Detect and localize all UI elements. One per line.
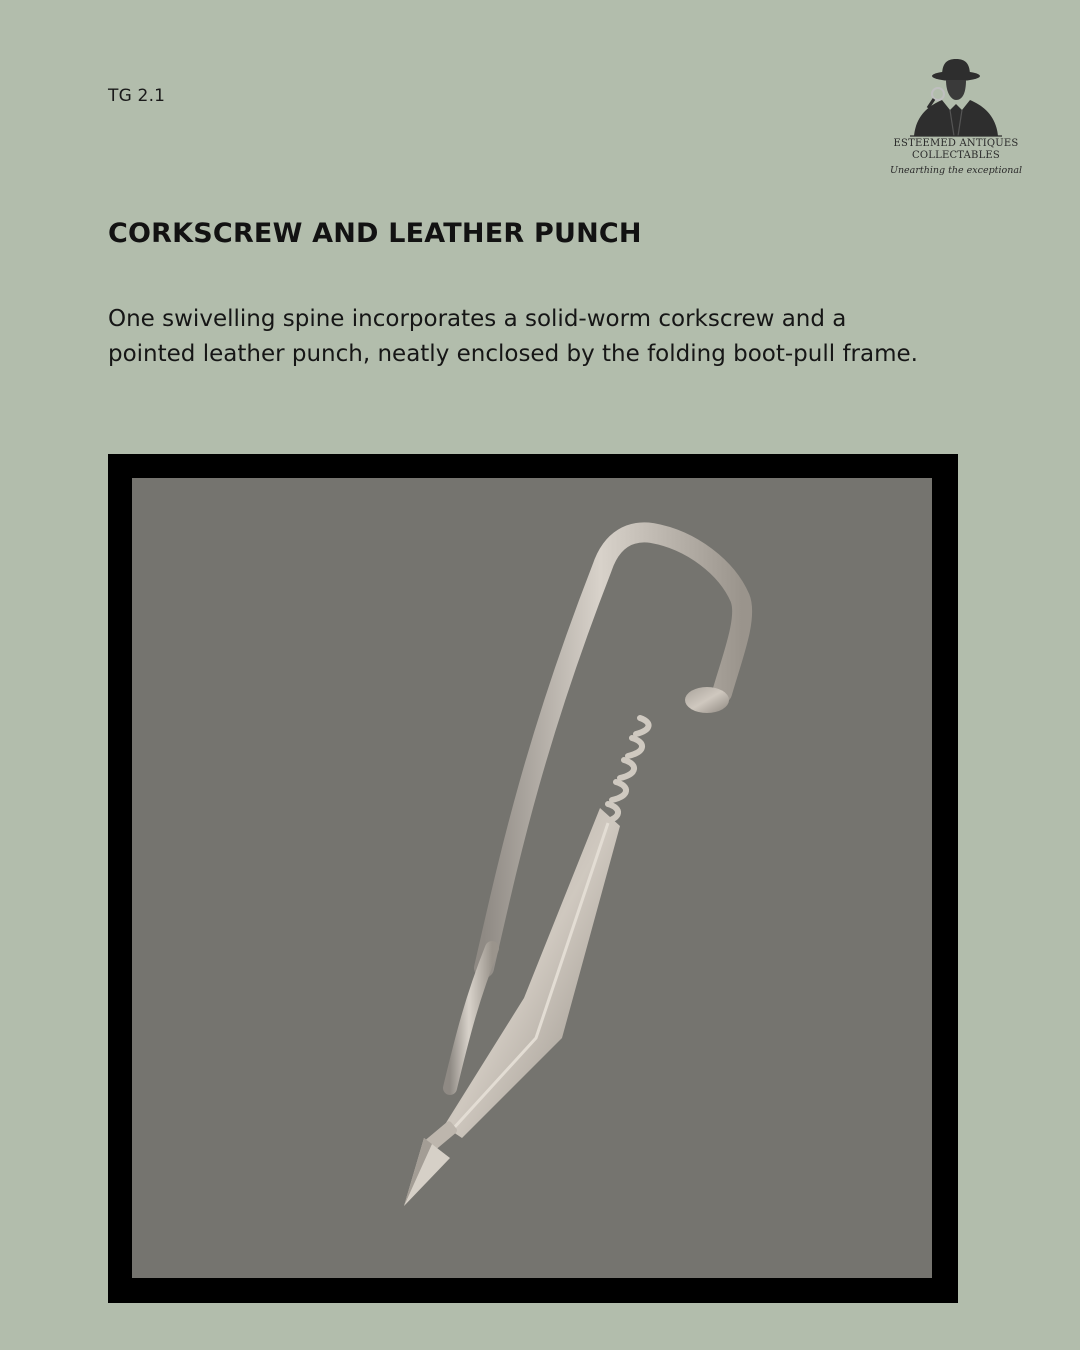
page-code: TG 2.1 [108, 86, 166, 106]
detective-silhouette-icon [908, 54, 1004, 138]
brand-logo [886, 54, 1026, 184]
page-title: CORKSCREW AND LEATHER PUNCH [108, 218, 642, 249]
photo-frame [108, 454, 958, 1303]
brand-name [886, 138, 1026, 162]
brand-tagline: Unearthing the exceptional [889, 165, 1023, 176]
item-description: One swivelling spine incorporates a solid-worm corkscrew and a pointed leather punch, neatly enclosed by the folding boot-pull frame. [108, 306, 918, 367]
corkscrew-illustration [132, 478, 932, 1278]
corkscrew-leather-punch-image [132, 478, 932, 1278]
brand-name-line1: ESTEEMED ANTIQUES [893, 138, 1019, 149]
brand-name-line2: COLLECTABLES [912, 150, 1000, 161]
